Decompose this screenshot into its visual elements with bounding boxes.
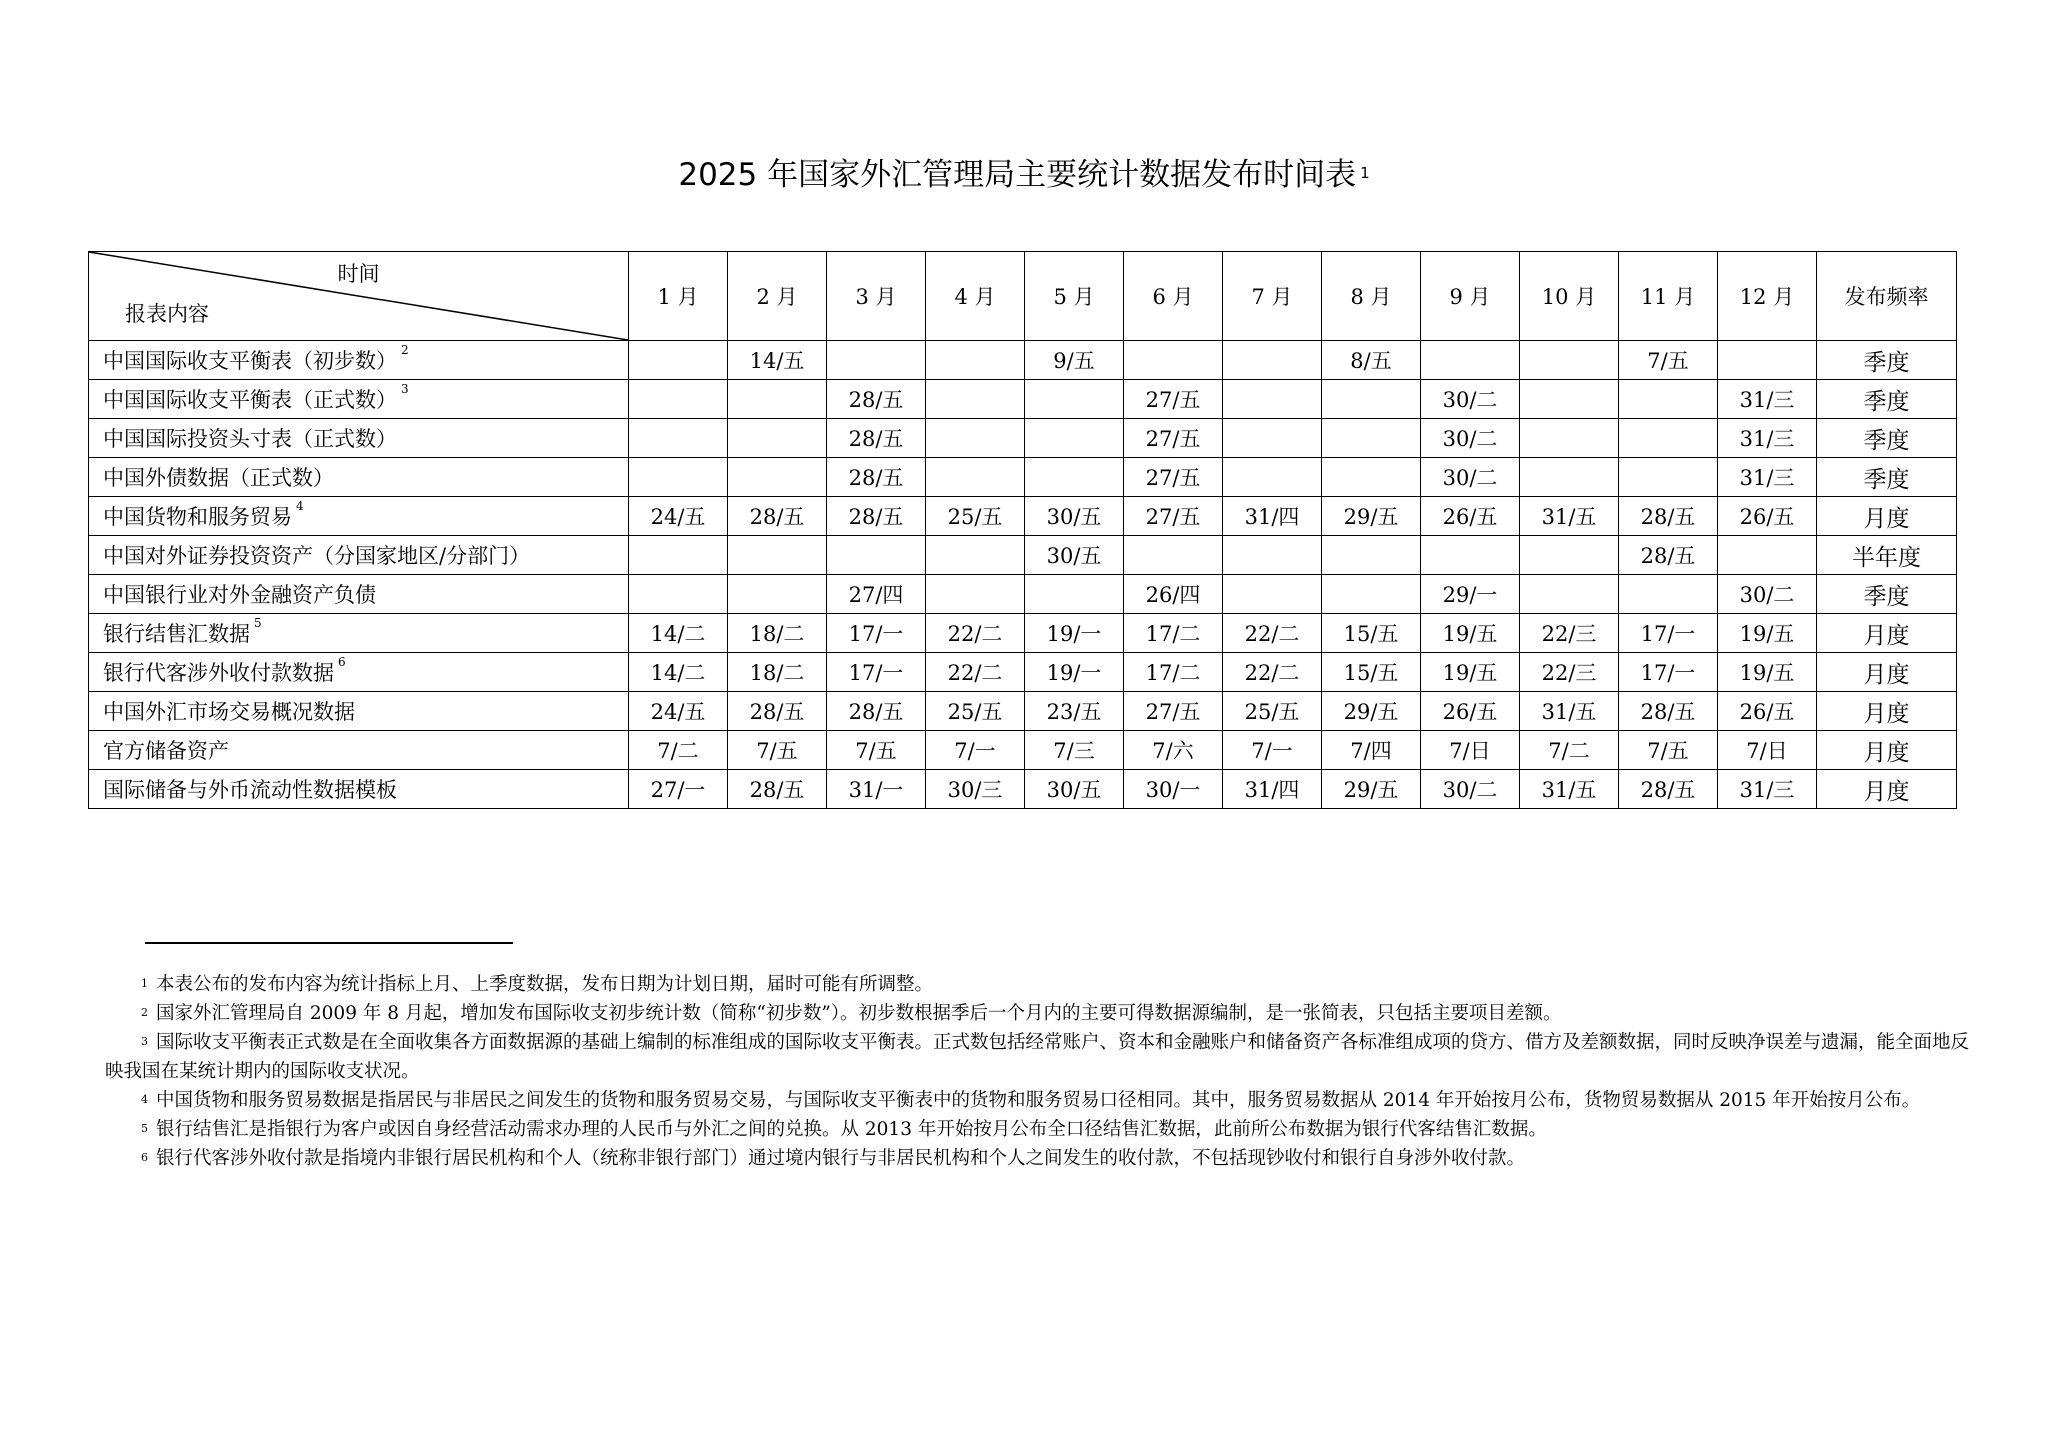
release-date-cell: 19/一 [1025,614,1124,653]
footnote [105,970,1985,999]
frequency-cell: 季度 [1817,575,1957,614]
release-date-cell: 28/五 [827,458,926,497]
release-date-cell: 7/六 [1124,731,1223,770]
frequency-cell: 月度 [1817,614,1957,653]
release-date-cell: 26/五 [1718,692,1817,731]
frequency-cell: 月度 [1817,497,1957,536]
report-name: 中国外债数据（正式数） [103,466,334,490]
table-body [89,341,1957,809]
report-name: 中国对外证券投资资产（分国家地区/分部门） [103,544,531,568]
footnote-number: 2 [141,1006,148,1019]
title-text: 2025 年国家外汇管理局主要统计数据发布时间表 [678,157,1357,193]
footnote [105,999,1985,1028]
release-date-cell: 25/五 [1223,692,1322,731]
table-row [89,692,1957,731]
month-header: 3 月 [827,252,926,341]
footnote-text: 银行代客涉外收付款是指境内非银行居民机构和个人（统称非银行部门）通过境内银行与非居民机构和个人之间发生的收付款，不包括现钞收付和银行自身涉外收付款。 [156,1148,1526,1169]
footnote-text: 国际收支平衡表正式数是在全面收集各方面数据源的基础上编制的标准组成的国际收支平衡表。正式数包括经常账户、资本和金融账户和储备资产各标准组成项的贷方、借方及差额数据，同时反映净误差与遗漏，能全面地反映我国在某统计期内的国际收支状况。 [105,1032,1970,1082]
report-name: 中国货物和服务贸易 [103,505,292,529]
report-name: 银行代客涉外收付款数据 [103,661,334,685]
release-date-cell: 7/五 [827,731,926,770]
release-date-cell [629,575,728,614]
footnote-number: 3 [141,1035,148,1048]
release-date-cell: 25/五 [926,692,1025,731]
release-date-cell: 30/五 [1025,497,1124,536]
month-header: 8 月 [1322,252,1421,341]
release-date-cell: 29/一 [1421,575,1520,614]
frequency-cell: 季度 [1817,341,1957,380]
month-header: 1 月 [629,252,728,341]
release-date-cell [926,575,1025,614]
release-date-cell [827,536,926,575]
footnote-number: 6 [141,1151,148,1164]
release-date-cell: 7/三 [1025,731,1124,770]
release-date-cell: 17/一 [1619,653,1718,692]
release-date-cell: 28/五 [827,692,926,731]
release-date-cell: 7/五 [728,731,827,770]
release-date-cell [1124,341,1223,380]
release-date-cell: 31/五 [1520,770,1619,809]
release-date-cell: 28/五 [728,497,827,536]
footnote-divider [145,942,513,944]
release-date-cell: 27/一 [629,770,728,809]
month-header: 7 月 [1223,252,1322,341]
report-name-cell [89,341,629,380]
release-date-cell [1025,380,1124,419]
release-date-cell [1520,419,1619,458]
release-date-cell: 31/三 [1718,770,1817,809]
footnote [105,1028,1985,1086]
release-date-cell [629,419,728,458]
release-date-cell: 24/五 [629,497,728,536]
release-date-cell: 24/五 [629,692,728,731]
table-row [89,458,1957,497]
release-date-cell: 27/五 [1124,497,1223,536]
release-date-cell: 27/五 [1124,692,1223,731]
report-name-cell [89,536,629,575]
footnote-text: 国家外汇管理局自 2009 年 8 月起，增加发布国际收支初步统计数（简称“初步数”）。初步数根据季后一个月内的主要可得数据源编制，是一张简表，只包括主要项目差额。 [156,1003,1562,1024]
release-date-cell: 26/四 [1124,575,1223,614]
release-date-cell [1520,536,1619,575]
release-date-cell [1520,380,1619,419]
month-header: 11 月 [1619,252,1718,341]
release-date-cell: 29/五 [1322,497,1421,536]
frequency-header: 发布频率 [1817,252,1957,341]
release-date-cell: 18/二 [728,653,827,692]
release-date-cell: 19/五 [1421,653,1520,692]
release-date-cell [1124,536,1223,575]
report-name-cell [89,731,629,770]
release-date-cell [1322,380,1421,419]
release-date-cell: 7/五 [1619,731,1718,770]
frequency-cell: 半年度 [1817,536,1957,575]
release-date-cell [629,458,728,497]
corner-time-label: 时间 [337,262,380,286]
frequency-cell: 季度 [1817,380,1957,419]
release-date-cell: 7/四 [1322,731,1421,770]
release-date-cell: 28/五 [728,692,827,731]
release-date-cell [1223,458,1322,497]
table-row [89,770,1957,809]
table-row [89,575,1957,614]
release-date-cell [926,419,1025,458]
release-date-cell [1421,536,1520,575]
release-date-cell: 28/五 [827,497,926,536]
release-date-cell: 30/二 [1421,458,1520,497]
release-date-cell [728,536,827,575]
header-row [89,252,1957,341]
release-date-cell: 17/二 [1124,653,1223,692]
footnote-ref: 3 [401,382,409,396]
footnote [105,1144,1985,1173]
frequency-cell: 月度 [1817,731,1957,770]
release-date-cell: 31/一 [827,770,926,809]
report-name-cell [89,653,629,692]
release-date-cell: 30/二 [1421,770,1520,809]
report-name-cell [89,770,629,809]
release-date-cell: 7/一 [1223,731,1322,770]
release-date-cell: 7/五 [1619,341,1718,380]
release-date-cell [1223,536,1322,575]
release-date-cell: 15/五 [1322,614,1421,653]
release-date-cell: 17/一 [827,614,926,653]
release-date-cell: 22/二 [926,614,1025,653]
release-date-cell [1520,458,1619,497]
footnote [105,1086,1985,1115]
release-date-cell: 7/日 [1421,731,1520,770]
release-date-cell [926,536,1025,575]
release-date-cell: 17/一 [1619,614,1718,653]
release-date-cell: 19/五 [1718,614,1817,653]
release-date-cell: 17/二 [1124,614,1223,653]
month-header: 5 月 [1025,252,1124,341]
footnote [105,1115,1985,1144]
release-date-cell: 31/五 [1520,692,1619,731]
report-name: 国际储备与外币流动性数据模板 [103,778,397,802]
release-date-cell [1619,575,1718,614]
table-row [89,419,1957,458]
release-date-cell: 27/四 [827,575,926,614]
release-date-cell: 7/二 [629,731,728,770]
footnote-number: 4 [141,1093,148,1106]
frequency-cell: 月度 [1817,653,1957,692]
release-date-cell: 31/五 [1520,497,1619,536]
corner-content-label: 报表内容 [125,302,209,326]
report-name-cell [89,497,629,536]
release-date-cell: 22/二 [1223,653,1322,692]
month-header: 9 月 [1421,252,1520,341]
footnote-text: 本表公布的发布内容为统计指标上月、上季度数据，发布日期为计划日期，届时可能有所调整。 [156,974,934,995]
frequency-cell: 季度 [1817,419,1957,458]
corner-header [89,252,629,341]
release-date-cell: 22/三 [1520,653,1619,692]
release-date-cell: 31/三 [1718,419,1817,458]
table-row [89,380,1957,419]
release-date-cell: 27/五 [1124,380,1223,419]
report-name: 官方储备资产 [103,739,229,763]
table-row [89,653,1957,692]
release-schedule-table [88,251,1957,809]
footnote-ref: 6 [338,655,346,669]
release-date-cell: 15/五 [1322,653,1421,692]
release-date-cell: 28/五 [827,380,926,419]
release-date-cell [728,575,827,614]
release-date-cell: 14/五 [728,341,827,380]
footnote-number: 1 [141,977,148,990]
release-date-cell: 19/五 [1421,614,1520,653]
release-date-cell [1223,341,1322,380]
release-date-cell: 29/五 [1322,770,1421,809]
month-header: 10 月 [1520,252,1619,341]
release-date-cell: 30/二 [1421,419,1520,458]
report-name-cell [89,419,629,458]
report-name-cell [89,692,629,731]
release-date-cell: 28/五 [827,419,926,458]
footnote-ref: 2 [401,343,409,357]
release-date-cell: 8/五 [1322,341,1421,380]
release-date-cell [728,380,827,419]
release-date-cell [1322,458,1421,497]
report-name: 中国银行业对外金融资产负债 [103,583,376,607]
release-date-cell: 14/二 [629,653,728,692]
release-date-cell: 28/五 [1619,692,1718,731]
release-date-cell [629,341,728,380]
release-date-cell: 31/三 [1718,458,1817,497]
release-date-cell: 17/一 [827,653,926,692]
release-date-cell: 26/五 [1421,497,1520,536]
release-date-cell: 28/五 [1619,536,1718,575]
release-date-cell: 7/一 [926,731,1025,770]
report-name: 中国国际收支平衡表（正式数） [103,388,397,412]
release-date-cell: 26/五 [1718,497,1817,536]
month-header: 4 月 [926,252,1025,341]
title-footnote-ref: 1 [1360,164,1370,182]
release-date-cell [728,458,827,497]
release-date-cell [1421,341,1520,380]
frequency-cell: 月度 [1817,770,1957,809]
release-date-cell: 30/一 [1124,770,1223,809]
release-date-cell [1619,419,1718,458]
release-date-cell: 31/四 [1223,770,1322,809]
release-date-cell [1619,380,1718,419]
release-date-cell [827,341,926,380]
release-date-cell: 29/五 [1322,692,1421,731]
release-date-cell: 26/五 [1421,692,1520,731]
release-date-cell: 25/五 [926,497,1025,536]
release-date-cell [1520,575,1619,614]
release-date-cell [1322,419,1421,458]
release-date-cell: 31/四 [1223,497,1322,536]
release-date-cell [629,536,728,575]
footnote-number: 5 [141,1122,148,1135]
release-date-cell: 30/二 [1718,575,1817,614]
table-row [89,497,1957,536]
release-date-cell [728,419,827,458]
release-date-cell: 30/五 [1025,536,1124,575]
release-date-cell: 22/二 [926,653,1025,692]
release-date-cell [1619,458,1718,497]
release-date-cell [1223,380,1322,419]
release-date-cell [1718,341,1817,380]
report-name: 中国外汇市场交易概况数据 [103,700,355,724]
release-date-cell [1322,536,1421,575]
release-date-cell: 23/五 [1025,692,1124,731]
frequency-cell: 季度 [1817,458,1957,497]
release-date-cell: 9/五 [1025,341,1124,380]
month-header: 6 月 [1124,252,1223,341]
footnote-text: 银行结售汇是指银行为客户或因自身经营活动需求办理的人民币与外汇之间的兑换。从 2013 年开始按月公布全口径结售汇数据，此前所公布数据为银行代客结售汇数据。 [156,1119,1547,1140]
release-date-cell: 7/二 [1520,731,1619,770]
table-row [89,614,1957,653]
report-name-cell [89,575,629,614]
release-date-cell: 19/五 [1718,653,1817,692]
release-date-cell: 22/三 [1520,614,1619,653]
report-name: 银行结售汇数据 [103,622,250,646]
release-date-cell: 28/五 [1619,497,1718,536]
release-date-cell: 27/五 [1124,458,1223,497]
release-date-cell: 28/五 [728,770,827,809]
table-row [89,731,1957,770]
footnote-ref: 4 [296,499,304,513]
release-date-cell [926,341,1025,380]
release-date-cell: 19/一 [1025,653,1124,692]
month-header: 2 月 [728,252,827,341]
footnotes [105,970,1985,1173]
report-name-cell [89,614,629,653]
release-date-cell: 28/五 [1619,770,1718,809]
release-date-cell [1718,536,1817,575]
release-date-cell [1322,575,1421,614]
table-row [89,536,1957,575]
release-date-cell [926,380,1025,419]
footnote-ref: 5 [254,616,262,630]
release-date-cell: 31/三 [1718,380,1817,419]
frequency-cell: 月度 [1817,692,1957,731]
release-date-cell [1223,575,1322,614]
page-title [0,150,2048,200]
release-date-cell: 22/二 [1223,614,1322,653]
release-date-cell [926,458,1025,497]
release-date-cell: 30/五 [1025,770,1124,809]
release-date-cell: 30/二 [1421,380,1520,419]
report-name-cell [89,380,629,419]
release-date-cell [1025,575,1124,614]
release-date-cell [1025,458,1124,497]
release-date-cell: 7/日 [1718,731,1817,770]
release-date-cell [629,380,728,419]
report-name: 中国国际收支平衡表（初步数） [103,349,397,373]
release-date-cell: 27/五 [1124,419,1223,458]
release-date-cell [1223,419,1322,458]
release-date-cell: 14/二 [629,614,728,653]
release-date-cell: 18/二 [728,614,827,653]
release-date-cell [1520,341,1619,380]
footnote-text: 中国货物和服务贸易数据是指居民与非居民之间发生的货物和服务贸易交易，与国际收支平衡表中的货物和服务贸易口径相同。其中，服务贸易数据从 2014 年开始按月公布，货物贸易数据从 2015 年开始按月公布。 [156,1090,1921,1111]
report-name-cell [89,458,629,497]
release-date-cell: 30/三 [926,770,1025,809]
month-header: 12 月 [1718,252,1817,341]
table-row [89,341,1957,380]
release-date-cell [1025,419,1124,458]
report-name: 中国国际投资头寸表（正式数） [103,427,397,451]
